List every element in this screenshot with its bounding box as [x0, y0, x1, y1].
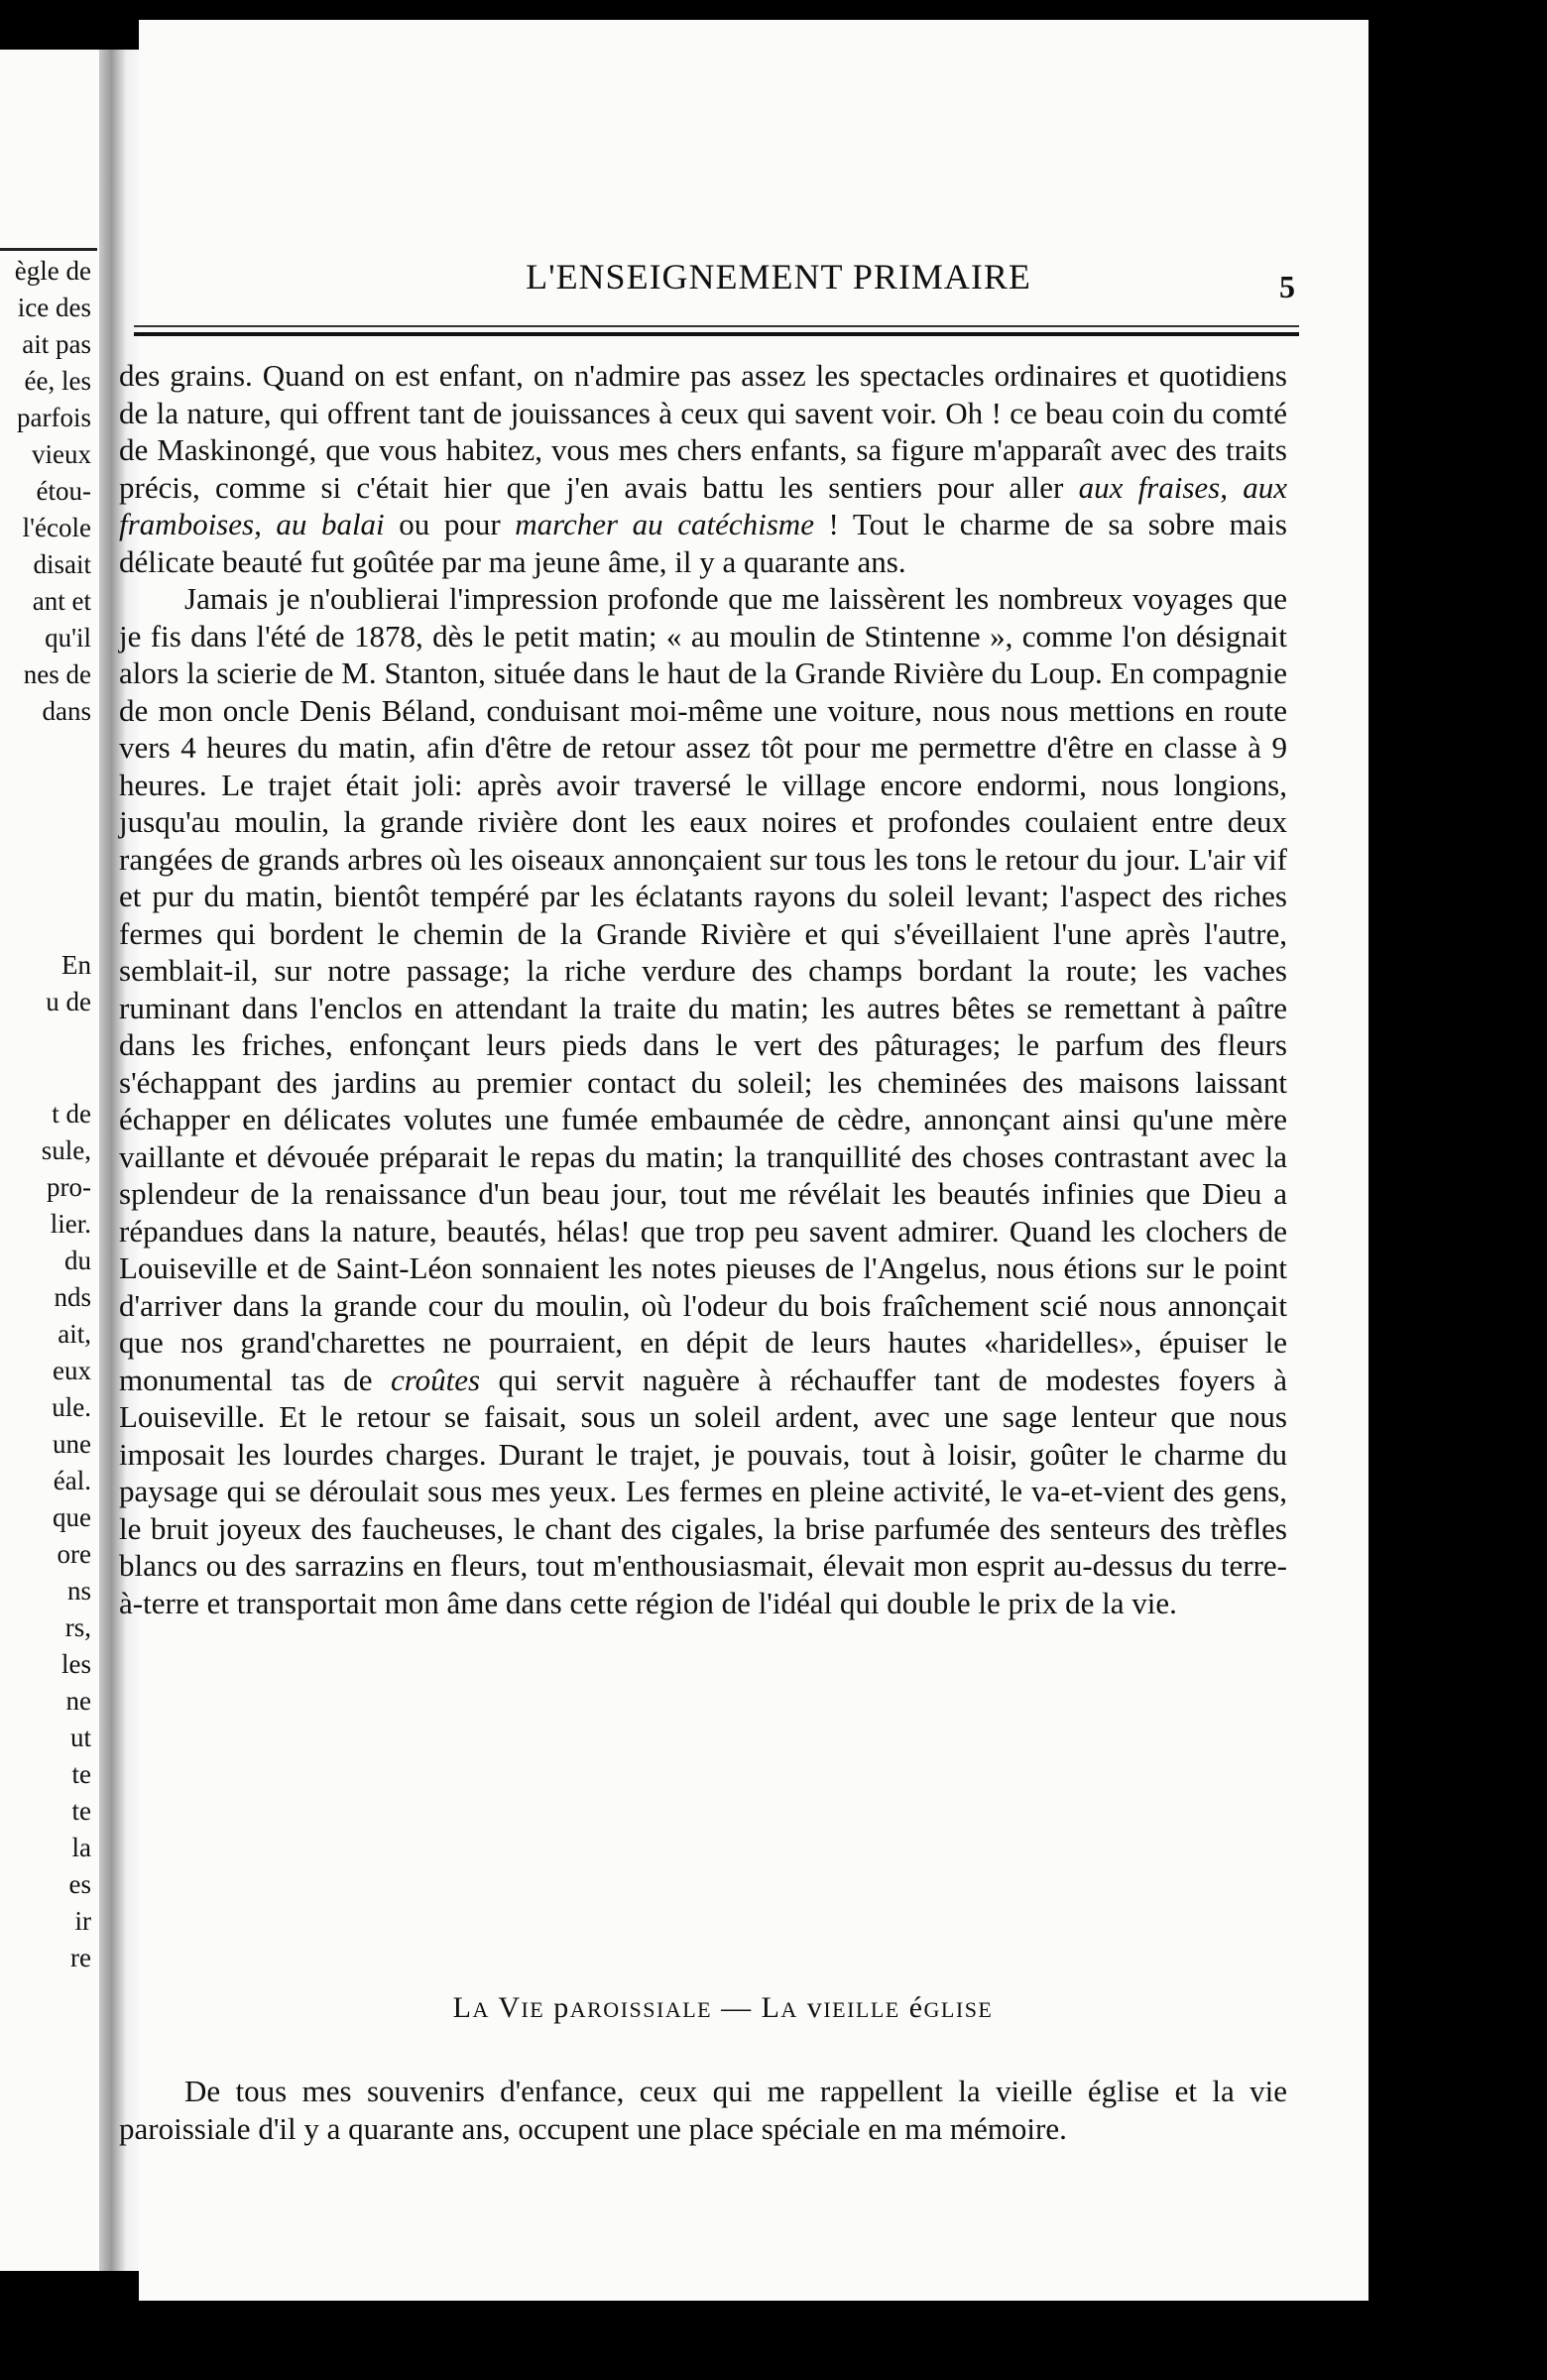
page-number: 5 — [1279, 269, 1295, 304]
facing-page-line: la — [71, 1833, 91, 1862]
body-text — [119, 357, 1287, 1621]
facing-page-line: éal. — [53, 1466, 91, 1495]
facing-page-line: une — [53, 1429, 91, 1459]
facing-page-line: ore — [57, 1539, 91, 1569]
section-heading: LA VIE pAROISSIALE — LA vIEILLE éGLISE — [452, 1991, 994, 2024]
facing-page-line: dans — [42, 696, 91, 726]
body-text-2 — [119, 2073, 1287, 2148]
facing-page-line: nes de — [23, 659, 91, 689]
facing-page-line: t de — [52, 1099, 91, 1129]
facing-page-line: parfois — [17, 403, 91, 432]
facing-page-line: étou- — [36, 476, 91, 506]
facing-page-line: te — [71, 1796, 91, 1826]
facing-page-line: disait — [33, 549, 91, 579]
facing-page-line: ns — [66, 1576, 91, 1606]
paragraph: des grains. Quand on est enfant, on n'admire pas assez les spectacles ordinaires et quotidiens de la nature, qui offrent tant de jouissances à ceux qui savent voir. Oh ! ce beau coin du comté de Maskinongé, que vous habitez, vous mes chers enfants, sa figure m'apparaît avec des traits précis, comme si c'était hier que j'en avais battu les sentiers pour aller aux fraises, aux framboises, au balai ou pour marcher au catéchisme ! Tout le charme de sa sobre mais délicate beauté fut goûtée par ma jeune âme, il y a quarante ans. — [119, 358, 1287, 579]
facing-page-line: que — [53, 1502, 91, 1532]
facing-page-line: u de — [46, 987, 91, 1016]
facing-page-line: rs, — [64, 1612, 91, 1642]
facing-page-line: du — [64, 1246, 91, 1275]
header-rule-thick — [134, 332, 1299, 336]
facing-page-line: ait, — [58, 1319, 91, 1349]
facing-page-line: les — [61, 1649, 91, 1679]
running-title: L'ENSEIGNEMENT PRIMAIRE — [526, 257, 1031, 297]
book-page — [119, 20, 1368, 2301]
facing-page-line: ir — [74, 1906, 91, 1936]
page-header — [139, 243, 1368, 302]
facing-page-line: te — [71, 1759, 91, 1789]
facing-page-line: lier. — [50, 1209, 91, 1239]
facing-page-rule — [0, 248, 97, 251]
facing-page-line: ée, les — [24, 366, 91, 396]
facing-page-line: ut — [69, 1723, 91, 1752]
paragraph: Jamais je n'oublierai l'impression profonde que me laissèrent les nombreux voyages que je fis dans l'été de 1878, dès le petit matin; « au moulin de Stintenne », comme l'on désignait alors la scierie de M. Stanton, située dans le haut de la Grande Rivière du Loup. En compagnie de mon oncle Denis Béland, conduisant moi-même une voiture, nous nous mettions en route vers 4 heures du matin, afin d'être de retour assez tôt pour me permettre d'être en classe à 9 heures. Le trajet était joli: après avoir traversé le village encore endormi, nous longions, jusqu'au moulin, la grande rivière dont les eaux noires et profondes coulaient entre deux rangées de grands arbres où les oiseaux annonçaient sur tous les tons le retour du jour. L'air vif et pur du matin, bientôt tempéré par les éclatants rayons du soleil levant; l'aspect des riches fermes qui bordent le chemin de la Grande Rivière et qui s'éveillaient l'une après l'autre, semblait-il, sur notre passage; la riche verdure des champs bordant la route; les vaches ruminant dans l'enclos en attendant la traite du matin; les autres bêtes se remettant à paître dans les friches, enfonçant leurs pieds dans le vert des pâturages; le parfum des fleurs s'échappant des jardins au premier contact du soleil; les cheminées des maisons laissant échapper en délicates volutes une fumée embaumée de cèdre, annonçant ainsi qu'une mère vaillante et dévouée préparait le repas du matin; la tranquillité des choses contrastant avec la splendeur de la renaissance d'un beau jour, tout me révélait les beautés infinies que Dieu a répandues dans la nature, beautés, hélas! que trop peu savent admirer. Quand les clochers de Louiseville et de Saint-Léon sonnaient les notes pieuses de l'Angelus, nous étions sur le point d'arriver dans la grande cour du moulin, où l'odeur du bois fraîchement scié nous annonçait que nos grand'charettes ne pourraient, en dépit de leurs hautes «haridelles», épuiser le monumental tas de croûtes qui servit naguère à réchauffer tant de modestes foyers à Louiseville. Et le retour se faisait, sous un soleil ardent, avec une sage lenteur que nous imposait les lourdes charges. Durant le trajet, je pouvais, tout à loisir, goûter le charme du paysage qui se déroulait sous mes yeux. Les fermes en pleine activité, le va-et-vient des gens, le bruit joyeux des faucheuses, le chant des cigales, la brise parfumée des senteurs des trèfles blancs ou des sarrazins en fleurs, tout m'enthousiasmait, élevait mon esprit au-dessus du terre-à-terre et transportait mon âme dans cette région de l'idéal qui double le prix de la vie. — [119, 581, 1287, 1620]
header-rule-thin — [134, 325, 1299, 327]
facing-page-line: es — [68, 1869, 91, 1899]
facing-page-line: ant et — [32, 586, 91, 616]
facing-page-line: re — [70, 1943, 91, 1972]
facing-page-line: ule. — [52, 1392, 91, 1422]
facing-page-line: eux — [53, 1356, 91, 1385]
facing-page-line: sule, — [41, 1135, 91, 1165]
facing-page-line: l'école — [22, 513, 91, 542]
facing-page-line: ne — [65, 1686, 91, 1716]
facing-page-line: ice des — [17, 293, 91, 322]
facing-page-line: nds — [54, 1282, 91, 1312]
facing-page-fragment — [0, 50, 99, 2271]
facing-page-line: ait pas — [22, 329, 91, 359]
facing-page-line: qu'il — [45, 623, 91, 653]
facing-page-line: En — [61, 950, 91, 980]
facing-page-line: pro- — [47, 1172, 91, 1202]
paragraph: De tous mes souvenirs d'enfance, ceux qui me rappellent la vieille église et la vie paroissiale d'il y a quarante ans, occupent une place spéciale en ma mémoire. — [119, 2074, 1287, 2146]
facing-page-line: ègle de — [14, 256, 91, 286]
facing-page-line: vieux — [32, 439, 91, 469]
